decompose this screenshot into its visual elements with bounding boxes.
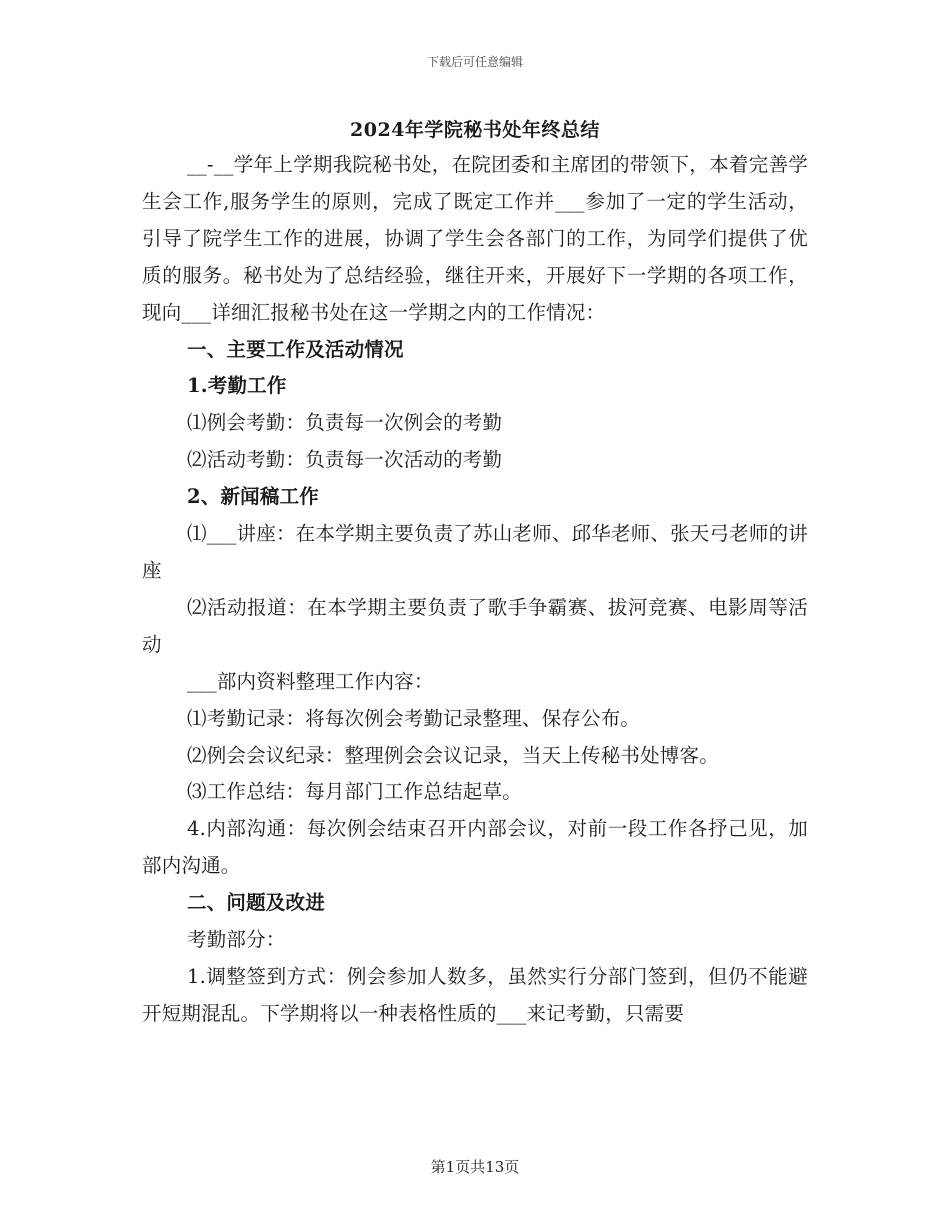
paragraph: ⑶工作总结：每月部门工作总结起草。 [187, 780, 522, 804]
paragraph: ⑴例会考勤：负责每一次例会的考勤 [187, 411, 503, 435]
page-footer: 第1页共13页 [430, 1158, 520, 1176]
paragraph: 4.内部沟通：每次例会结束召开内部会议，对前一段工作各抒己见，加部内沟通。 [142, 817, 808, 878]
section-heading: 1.考勤工作 [187, 374, 287, 398]
section-heading: 二、问题及改进 [187, 891, 325, 915]
paragraph: ___部内资料整理工作内容： [187, 669, 434, 693]
paragraph: ⑵活动报道：在本学期主要负责了歌手争霸赛、拔河竞赛、电影周等活动 [142, 595, 808, 656]
section-heading: 一、主要工作及活动情况 [187, 337, 404, 361]
document-body [142, 147, 808, 1033]
section-heading: 2、新闻稿工作 [187, 485, 319, 509]
paragraph: ⑴考勤记录：将每次例会考勤记录整理、保存公布。 [187, 706, 641, 730]
page-header: 下载后可任意编辑 [426, 55, 523, 69]
paragraph: ⑴___讲座：在本学期主要负责了苏山老师、邱华老师、张天弓老师的讲座 [142, 522, 808, 582]
document-title: 2024年学院秘书处年终总结 [350, 119, 600, 141]
paragraph: 1.调整签到方式：例会参加人数多，虽然实行分部门签到，但仍不能避开短期混乱。下学期将以一种表格性质的___来记考勤，只需要 [142, 964, 808, 1025]
paragraph: ⑵活动考勤：负责每一次活动的考勤 [187, 448, 503, 472]
paragraph: __-__学年上学期我院秘书处，在院团委和主席团的带领下，本着完善学生会工作,服务学生的原则，完成了既定工作并___参加了一定的学生活动，引导了院学生工作的进展，协调了学生会各部门的工作，为同学们提供了优质的服务。秘书处为了总结经验，继往开来，开展好下一学期的各项工作，现向___详细汇报秘书处在这一学期之内的工作情况： [142, 153, 808, 324]
paragraph: ⑵例会会议纪录：整理例会会议记录，当天上传秘书处博客。 [187, 743, 719, 767]
paragraph: 考勤部分： [187, 928, 286, 952]
